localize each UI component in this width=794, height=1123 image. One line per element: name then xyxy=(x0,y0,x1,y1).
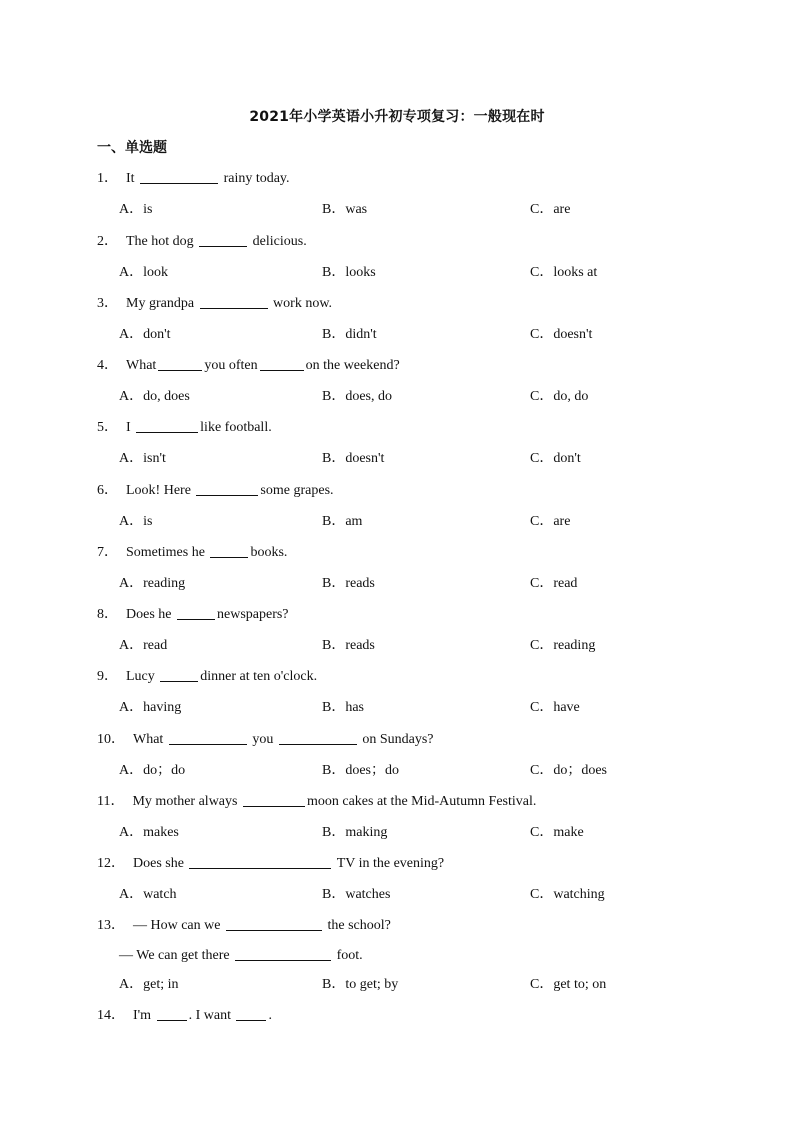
option-c[interactable]: C．do, do xyxy=(530,389,589,404)
question-text: . I want xyxy=(188,1008,231,1023)
question-text: Does she xyxy=(133,856,184,871)
option-b[interactable]: B．was xyxy=(322,202,368,217)
question-number: 13． xyxy=(97,918,125,933)
question-text: delicious. xyxy=(252,234,307,249)
option-c[interactable]: C．make xyxy=(530,825,584,840)
option-a[interactable]: A．don't xyxy=(119,327,171,342)
question-text: Lucy xyxy=(126,669,155,684)
answer-blank[interactable] xyxy=(243,793,305,807)
option-c[interactable]: C．don't xyxy=(530,451,581,466)
question-number: 7． xyxy=(97,545,118,560)
answer-blank[interactable] xyxy=(177,606,215,620)
option-a[interactable]: A．reading xyxy=(119,576,186,591)
option-c[interactable]: C．looks at xyxy=(530,265,598,280)
question-text: dinner at ten o'clock. xyxy=(200,669,318,684)
option-a[interactable]: A．do；do xyxy=(119,763,186,778)
question-text: — How can we xyxy=(133,918,221,933)
option-b[interactable]: B．doesn't xyxy=(322,451,385,466)
question-number: 12． xyxy=(97,856,125,871)
option-c[interactable]: C．watching xyxy=(530,887,605,902)
answer-blank[interactable] xyxy=(200,295,268,309)
option-c[interactable]: C．are xyxy=(530,514,571,529)
option-b[interactable]: B．am xyxy=(322,514,363,529)
question-number: 2． xyxy=(97,234,118,249)
option-c[interactable]: C．do；does xyxy=(530,763,607,778)
option-c[interactable]: C．are xyxy=(530,202,571,217)
question-number: 14． xyxy=(97,1008,125,1023)
option-b[interactable]: B．does, do xyxy=(322,389,392,404)
answer-blank[interactable] xyxy=(199,233,247,247)
question-number: 10． xyxy=(97,732,125,747)
option-b[interactable]: B．to get; by xyxy=(322,977,399,992)
answer-blank[interactable] xyxy=(157,1007,187,1021)
question-4 xyxy=(97,357,400,375)
question-11 xyxy=(97,793,536,811)
question-text: the school? xyxy=(327,918,391,933)
answer-blank[interactable] xyxy=(136,419,198,433)
answer-blank[interactable] xyxy=(260,357,304,371)
question-number: 4． xyxy=(97,358,118,373)
option-a[interactable]: A．is xyxy=(119,514,153,529)
question-text: you xyxy=(252,732,274,747)
question-text: My grandpa xyxy=(126,296,195,311)
question-number: 8． xyxy=(97,607,118,622)
option-b[interactable]: B．making xyxy=(322,825,388,840)
question-5 xyxy=(97,419,272,437)
question-number: 3． xyxy=(97,296,118,311)
question-number: 9． xyxy=(97,669,118,684)
option-a[interactable]: A．read xyxy=(119,638,168,653)
question-text: TV in the evening? xyxy=(336,856,445,871)
option-a[interactable]: A．do, does xyxy=(119,389,190,404)
question-text: on Sundays? xyxy=(362,732,434,747)
question-13 xyxy=(97,917,391,935)
page-title: 2021年小学英语小升初专项复习：一般现在时 xyxy=(249,109,545,125)
question-text: like football. xyxy=(200,420,272,435)
question-text: It xyxy=(126,171,135,186)
question-text: . xyxy=(268,1008,272,1023)
option-a[interactable]: A．isn't xyxy=(119,451,166,466)
question-text: Look! Here xyxy=(126,483,191,498)
option-c[interactable]: C．have xyxy=(530,700,580,715)
question-3 xyxy=(97,295,332,313)
question-14 xyxy=(97,1007,272,1025)
option-a[interactable]: A．look xyxy=(119,265,168,280)
answer-blank[interactable] xyxy=(189,855,331,869)
question-number: 5． xyxy=(97,420,118,435)
option-b[interactable]: B．watches xyxy=(322,887,391,902)
question-12 xyxy=(97,855,444,873)
question-number: 11． xyxy=(97,794,125,809)
question-text: foot. xyxy=(336,948,363,963)
answer-blank[interactable] xyxy=(169,731,247,745)
question-10 xyxy=(97,731,434,749)
section-heading: 一、单选题 xyxy=(97,140,167,156)
question-2 xyxy=(97,233,307,251)
option-c[interactable]: C．read xyxy=(530,576,578,591)
question-text: Does he xyxy=(126,607,172,622)
option-a[interactable]: A．having xyxy=(119,700,182,715)
option-b[interactable]: B．does；do xyxy=(322,763,399,778)
question-8 xyxy=(97,606,289,624)
answer-blank[interactable] xyxy=(236,1007,266,1021)
question-13-reply xyxy=(119,947,363,965)
option-b[interactable]: B．didn't xyxy=(322,327,377,342)
option-a[interactable]: A．is xyxy=(119,202,153,217)
question-text: books. xyxy=(250,545,288,560)
option-a[interactable]: A．makes xyxy=(119,825,179,840)
answer-blank[interactable] xyxy=(196,482,258,496)
answer-blank[interactable] xyxy=(226,917,322,931)
question-text: The hot dog xyxy=(126,234,194,249)
question-text: on the weekend? xyxy=(305,358,400,373)
question-text: moon cakes at the Mid-Autumn Festival. xyxy=(306,794,537,809)
question-1 xyxy=(97,170,290,188)
answer-blank[interactable] xyxy=(210,544,248,558)
option-c[interactable]: C．get to; on xyxy=(530,977,607,992)
question-text: some grapes. xyxy=(260,483,334,498)
option-b[interactable]: B．reads xyxy=(322,638,375,653)
option-c[interactable]: C．reading xyxy=(530,638,596,653)
answer-blank[interactable] xyxy=(279,731,357,745)
question-text: What xyxy=(133,732,164,747)
option-a[interactable]: A．get; in xyxy=(119,977,179,992)
question-number: 1． xyxy=(97,171,118,186)
question-text: you often xyxy=(204,358,258,373)
question-7 xyxy=(97,544,287,562)
answer-blank[interactable] xyxy=(235,947,331,961)
question-text: rainy today. xyxy=(223,171,290,186)
question-9 xyxy=(97,668,317,686)
option-a[interactable]: A．watch xyxy=(119,887,177,902)
answer-blank[interactable] xyxy=(140,170,218,184)
option-b[interactable]: B．has xyxy=(322,700,364,715)
question-number: 6． xyxy=(97,483,118,498)
question-text: work now. xyxy=(273,296,333,311)
question-text: My mother always xyxy=(132,794,238,809)
question-text: newspapers? xyxy=(217,607,289,622)
question-text: What xyxy=(126,358,157,373)
option-c[interactable]: C．doesn't xyxy=(530,327,593,342)
question-text: — We can get there xyxy=(119,948,230,963)
question-text: I'm xyxy=(133,1008,152,1023)
answer-blank[interactable] xyxy=(160,668,198,682)
question-text: Sometimes he xyxy=(126,545,205,560)
answer-blank[interactable] xyxy=(158,357,202,371)
question-text: I xyxy=(126,420,131,435)
option-b[interactable]: B．looks xyxy=(322,265,376,280)
question-6 xyxy=(97,482,334,500)
option-b[interactable]: B．reads xyxy=(322,576,375,591)
